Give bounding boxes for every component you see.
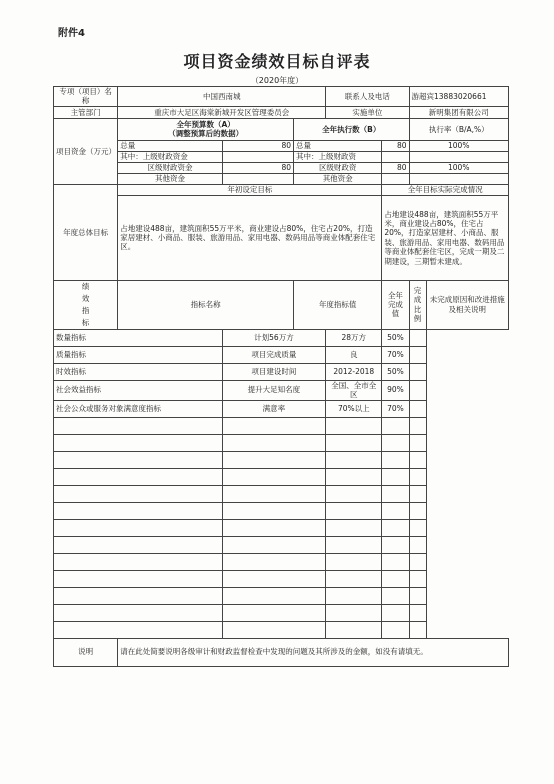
impl-label: 实施单位: [326, 106, 409, 118]
perf-row-name: 数量指标: [54, 329, 223, 346]
perf-row-actual: [326, 536, 382, 553]
table-row: [54, 536, 509, 553]
fund-label-b-total: 总量: [294, 140, 382, 151]
budget-header-title: 全年预算数（A）: [176, 119, 235, 129]
perf-row-actual: [326, 417, 382, 434]
fund-a-district: 80: [222, 162, 293, 173]
perf-row-name: 社会公众或服务对象满意度指标: [54, 400, 223, 417]
perf-row-ratio: [382, 434, 409, 451]
perf-row-ratio: [382, 553, 409, 570]
perf-row-actual: [326, 570, 382, 587]
contact-label: 联系人及电话: [326, 87, 409, 107]
project-name-label: 专项（项目）名称: [54, 87, 118, 107]
perf-row-target: [222, 485, 325, 502]
perf-row-target: [222, 587, 325, 604]
perf-row-actual: [326, 553, 382, 570]
perf-row-note: [409, 417, 426, 434]
budget-header: [118, 118, 294, 140]
perf-row-ratio: [382, 485, 409, 502]
perf-row-name: [54, 604, 223, 621]
fund-label-b-district: 区级财政资: [294, 162, 382, 173]
perf-row-name: [54, 536, 223, 553]
evaluation-table: [53, 86, 509, 667]
perf-row-target: 提升大足知名度: [222, 380, 325, 400]
perf-row-target: 满意率: [222, 400, 325, 417]
table-row: [54, 587, 509, 604]
attachment-label: 附件4: [58, 28, 85, 39]
perf-row-ratio: [382, 570, 409, 587]
fund-b-upper: [382, 151, 409, 162]
perf-row-name: [54, 434, 223, 451]
table-row: [54, 346, 509, 363]
perf-header-actual: 全年完成值: [382, 280, 409, 329]
perf-row-actual: [326, 502, 382, 519]
goal-label: 年度总体目标: [54, 184, 118, 280]
remark-text: 请在此处简要说明各级审计和财政监督检查中发现的问题及其所涉及的金额，如没有请填无。: [118, 638, 509, 666]
fund-a-upper: [222, 151, 293, 162]
perf-row-note: [409, 570, 426, 587]
perf-row-note: [409, 346, 426, 363]
perf-row-target: [222, 502, 325, 519]
perf-row-ratio: [382, 587, 409, 604]
perf-header-target: 年度指标值: [294, 280, 382, 329]
table-row: [54, 380, 509, 400]
perf-row-actual: [326, 604, 382, 621]
perf-row-name: [54, 621, 223, 638]
fund-label-b-other: 其他资金: [294, 173, 382, 184]
table-row: [54, 363, 509, 380]
table-row: [54, 434, 509, 451]
rate-header: 执行率（B/A,%）: [409, 118, 509, 140]
perf-row-target: [222, 604, 325, 621]
perf-row-ratio: [382, 621, 409, 638]
perf-row-target: [222, 417, 325, 434]
perf-row-ratio: [382, 519, 409, 536]
perf-row-name: [54, 519, 223, 536]
perf-row-note: [409, 363, 426, 380]
fund-label-a-total: 总量: [118, 140, 222, 151]
perf-row-target: [222, 621, 325, 638]
goal-actual-header: 全年目标实际完成情况: [382, 184, 509, 195]
perf-row-ratio: 70%: [382, 346, 409, 363]
perf-row-actual: 28万方: [326, 329, 382, 346]
goal-actual-text: 占地建设488亩，建筑面积55万平米，商业建设占80%，住宅占20%，打造家居建材、小商品、服装、旅游用品、家用电器、数码用品等商业体配套住宅区，完成一期及二期建设，三期暂未建成。: [382, 195, 509, 280]
dept-label: 主管部门: [54, 106, 118, 118]
table-row: [54, 485, 509, 502]
perf-row-actual: 全国、全市全区: [326, 380, 382, 400]
perf-row-target: 项目建设时间: [222, 363, 325, 380]
perf-label: [54, 280, 118, 329]
perf-row-actual: [326, 519, 382, 536]
perf-row-target: [222, 468, 325, 485]
perf-row-note: [409, 400, 426, 417]
perf-row-actual: [326, 434, 382, 451]
perf-row-target: 计划56万方: [222, 329, 325, 346]
perf-row-note: [409, 485, 426, 502]
perf-row-note: [409, 329, 426, 346]
perf-row-note: [409, 434, 426, 451]
remark-label: 说明: [54, 638, 118, 666]
perf-row-note: [409, 502, 426, 519]
table-row: [54, 604, 509, 621]
perf-row-ratio: [382, 468, 409, 485]
perf-row-name: 质量指标: [54, 346, 223, 363]
goal-plan-text: 占地建设488亩，建筑面积55万平米，商业建设占80%，住宅占20%，打造家居建材、小商品、服装、旅游用品、家用电器、数码用品等商业体配套住宅区。: [118, 195, 382, 280]
perf-empty-rows: [54, 417, 509, 638]
funds-label: 项目资金（万元）: [54, 118, 118, 184]
goal-plan-header: 年初设定目标: [118, 184, 382, 195]
perf-row-ratio: [382, 417, 409, 434]
table-row: [54, 553, 509, 570]
table-row: [54, 451, 509, 468]
fund-rate-district: 100%: [409, 162, 509, 173]
fund-rate-upper: [409, 151, 509, 162]
perf-row-actual: [326, 468, 382, 485]
perf-row-note: [409, 451, 426, 468]
perf-row-target: 项目完成质量: [222, 346, 325, 363]
perf-header-name: 指标名称: [118, 280, 294, 329]
perf-row-actual: 70%以上: [326, 400, 382, 417]
dept-value: 重庆市大足区海棠新城开发区管理委员会: [118, 106, 326, 118]
fund-rate-other: [409, 173, 509, 184]
perf-row-name: 社会效益指标: [54, 380, 223, 400]
perf-row-name: [54, 570, 223, 587]
perf-row-note: [409, 536, 426, 553]
perf-header-ratio: 完成比例: [409, 280, 426, 329]
fund-a-total: 80: [222, 140, 293, 151]
perf-row-name: [54, 468, 223, 485]
perf-row-target: [222, 519, 325, 536]
perf-row-name: [54, 451, 223, 468]
perf-row-actual: [326, 621, 382, 638]
table-row: [54, 502, 509, 519]
perf-row-note: [409, 553, 426, 570]
project-name-value: 中国西南城: [118, 87, 326, 107]
perf-row-note: [409, 468, 426, 485]
fund-rate-total: 100%: [409, 140, 509, 151]
perf-row-name: [54, 587, 223, 604]
fund-a-other: [222, 173, 293, 184]
perf-row-actual: [326, 485, 382, 502]
perf-row-note: [409, 519, 426, 536]
perf-row-ratio: [382, 536, 409, 553]
perf-row-ratio: 90%: [382, 380, 409, 400]
table-row: [54, 519, 509, 536]
fund-label-a-district: 区级财政资金: [118, 162, 222, 173]
perf-row-actual: [326, 587, 382, 604]
perf-row-actual: 良: [326, 346, 382, 363]
budget-header-sub: （调整预算后的数据）: [168, 129, 244, 139]
table-row: [54, 570, 509, 587]
table-row: [54, 468, 509, 485]
perf-row-ratio: 50%: [382, 329, 409, 346]
perf-row-name: 时效指标: [54, 363, 223, 380]
perf-label-text: 绩效指标: [81, 281, 90, 327]
table-row: [54, 329, 509, 346]
year-label: （2020年度）: [250, 76, 304, 85]
impl-value: 新明集团有限公司: [409, 106, 509, 118]
fund-label-b-upper: 其中：上级财政资: [294, 151, 382, 162]
perf-row-note: [409, 587, 426, 604]
table-row: [54, 400, 509, 417]
perf-row-actual: [326, 451, 382, 468]
perf-row-ratio: 50%: [382, 363, 409, 380]
perf-row-note: [409, 380, 426, 400]
perf-rows: [54, 329, 509, 417]
perf-row-name: [54, 502, 223, 519]
perf-row-name: [54, 485, 223, 502]
perf-row-target: [222, 570, 325, 587]
perf-row-target: [222, 451, 325, 468]
table-row: [54, 621, 509, 638]
perf-row-ratio: [382, 451, 409, 468]
fund-label-a-upper: 其中：上级财政资金: [118, 151, 222, 162]
perf-row-target: [222, 553, 325, 570]
perf-row-note: [409, 621, 426, 638]
table-row: [54, 417, 509, 434]
perf-row-ratio: [382, 604, 409, 621]
fund-b-district: 80: [382, 162, 409, 173]
perf-row-note: [409, 604, 426, 621]
perf-header-note: 未完成原因和改进措施及相关说明: [426, 280, 508, 329]
perf-row-actual: 2012-2018: [326, 363, 382, 380]
perf-row-name: [54, 553, 223, 570]
perf-row-name: [54, 417, 223, 434]
fund-label-a-other: 其他资金: [118, 173, 222, 184]
perf-row-target: [222, 536, 325, 553]
perf-row-target: [222, 434, 325, 451]
page-title: 项目资金绩效目标自评表: [183, 52, 371, 71]
exec-header: 全年执行数（B）: [294, 118, 410, 140]
fund-b-other: [382, 173, 409, 184]
fund-b-total: 80: [382, 140, 409, 151]
perf-row-ratio: 70%: [382, 400, 409, 417]
perf-row-ratio: [382, 502, 409, 519]
contact-value: 游超宾13883020661: [409, 87, 509, 107]
